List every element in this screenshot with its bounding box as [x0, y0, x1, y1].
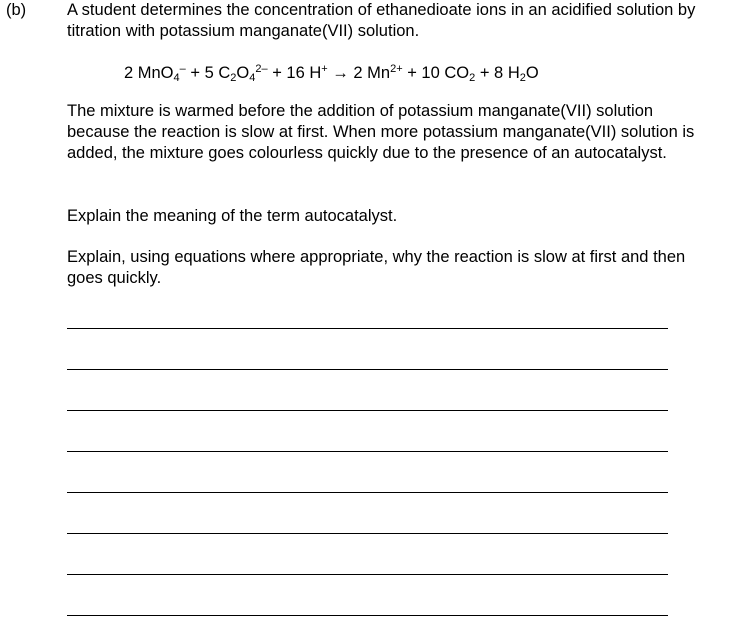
- answer-line[interactable]: [67, 410, 668, 411]
- eq-term-permanganate: 2 MnO: [124, 64, 174, 82]
- eq-term-manganese-ion: 2 Mn: [353, 64, 391, 82]
- eq-superscript: –: [179, 63, 186, 75]
- answer-line[interactable]: [67, 369, 668, 370]
- eq-subscript: 4: [249, 72, 256, 84]
- eq-superscript: +: [321, 63, 328, 75]
- eq-term-water: + 8 H: [475, 64, 520, 82]
- eq-superscript: 2–: [255, 63, 268, 75]
- eq-term-carbon-dioxide: + 10 CO: [402, 64, 470, 82]
- answer-line[interactable]: [67, 451, 668, 452]
- answer-line[interactable]: [67, 328, 668, 329]
- eq-subscript: 2: [230, 72, 237, 84]
- eq-term-hydrogen-ion: + 16 H: [267, 64, 322, 82]
- question-context: The mixture is warmed before the addition of potassium manganate(VII) solution because the reaction is slow at first. When more potassium manganate(VII) solution is added, the mixture goes colourless quickly due to the presence of an autocatalyst.: [67, 102, 695, 162]
- eq-term-ethanedioate: + 5 C: [185, 64, 231, 82]
- chemical-equation: [124, 63, 539, 84]
- eq-subscript: 4: [173, 72, 180, 84]
- answer-line[interactable]: [67, 533, 668, 534]
- part-label: (b): [6, 1, 27, 19]
- eq-subscript: 2: [469, 72, 476, 84]
- answer-line[interactable]: [67, 615, 668, 616]
- question-intro: A student determines the concentration of ethanedioate ions in an acidified solution by titration with potassium manganate(VII) solution.: [67, 1, 696, 40]
- answer-line[interactable]: [67, 574, 668, 575]
- reaction-arrow: →: [327, 64, 354, 82]
- eq-superscript: 2+: [390, 63, 403, 75]
- question-prompt-explain: Explain, using equations where appropriate, why the reaction is slow at first and then goes quickly.: [67, 248, 686, 287]
- question-prompt-autocatalyst: Explain the meaning of the term autocatalyst.: [67, 207, 398, 225]
- eq-term-oxygen: O: [236, 64, 250, 82]
- eq-term-oxygen: O: [525, 64, 539, 82]
- answer-line[interactable]: [67, 492, 668, 493]
- eq-subscript: 2: [519, 72, 526, 84]
